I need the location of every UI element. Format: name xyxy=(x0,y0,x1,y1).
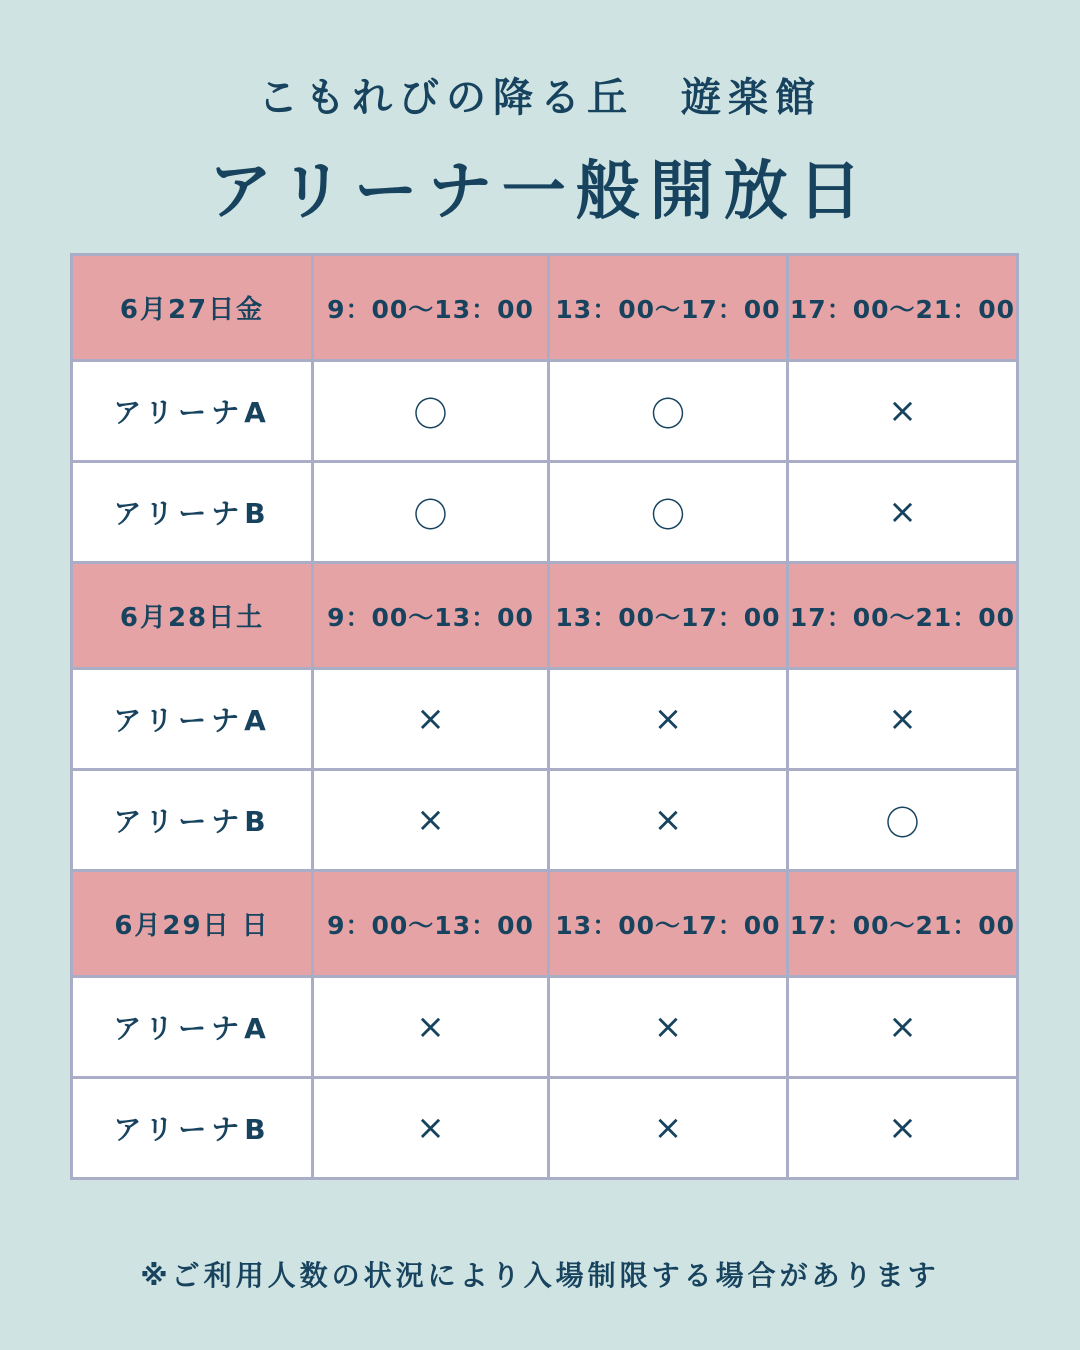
table-row xyxy=(72,1078,1018,1179)
day-header-row xyxy=(72,255,1018,361)
availability-mark: × xyxy=(313,669,549,770)
day-header-row xyxy=(72,563,1018,669)
availability-mark: 〇 xyxy=(788,770,1018,871)
time-slot-cell: 17：00～21：00 xyxy=(788,255,1018,361)
availability-mark: × xyxy=(788,977,1018,1078)
arena-name-cell: アリーナB xyxy=(72,770,313,871)
time-slot-cell: 13：00～17：00 xyxy=(549,871,788,977)
table-row xyxy=(72,361,1018,462)
facility-name: こもれびの降る丘 遊楽館 xyxy=(258,75,822,121)
time-slot-cell: 9：00～13：00 xyxy=(313,871,549,977)
page-title: アリーナ一般開放日 xyxy=(208,155,872,229)
schedule-table xyxy=(70,253,1019,1180)
availability-mark: 〇 xyxy=(549,361,788,462)
time-slot-cell: 13：00～17：00 xyxy=(549,255,788,361)
table-row xyxy=(72,770,1018,871)
arena-name-cell: アリーナA xyxy=(72,361,313,462)
availability-mark: × xyxy=(549,977,788,1078)
date-cell: 6月28日土 xyxy=(72,563,313,669)
availability-mark: × xyxy=(788,462,1018,563)
availability-mark: × xyxy=(313,770,549,871)
date-cell: 6月29日 日 xyxy=(72,871,313,977)
availability-mark: × xyxy=(549,669,788,770)
arena-name-cell: アリーナA xyxy=(72,669,313,770)
availability-mark: × xyxy=(549,1078,788,1179)
availability-mark: × xyxy=(313,977,549,1078)
time-slot-cell: 9：00～13：00 xyxy=(313,563,549,669)
day-header-row xyxy=(72,871,1018,977)
time-slot-cell: 13：00～17：00 xyxy=(549,563,788,669)
availability-mark: × xyxy=(313,1078,549,1179)
footer-note: ※ご利用人数の状況により入場制限する場合があります xyxy=(140,1259,940,1292)
availability-mark: 〇 xyxy=(313,361,549,462)
availability-mark: 〇 xyxy=(549,462,788,563)
availability-mark: × xyxy=(788,1078,1018,1179)
table-row xyxy=(72,462,1018,563)
arena-name-cell: アリーナB xyxy=(72,1078,313,1179)
availability-mark: × xyxy=(788,669,1018,770)
arena-name-cell: アリーナA xyxy=(72,977,313,1078)
availability-mark: 〇 xyxy=(313,462,549,563)
time-slot-cell: 9：00～13：00 xyxy=(313,255,549,361)
time-slot-cell: 17：00～21：00 xyxy=(788,871,1018,977)
availability-mark: × xyxy=(549,770,788,871)
arena-name-cell: アリーナB xyxy=(72,462,313,563)
date-cell: 6月27日金 xyxy=(72,255,313,361)
time-slot-cell: 17：00～21：00 xyxy=(788,563,1018,669)
availability-mark: × xyxy=(788,361,1018,462)
table-row xyxy=(72,977,1018,1078)
table-row xyxy=(72,669,1018,770)
